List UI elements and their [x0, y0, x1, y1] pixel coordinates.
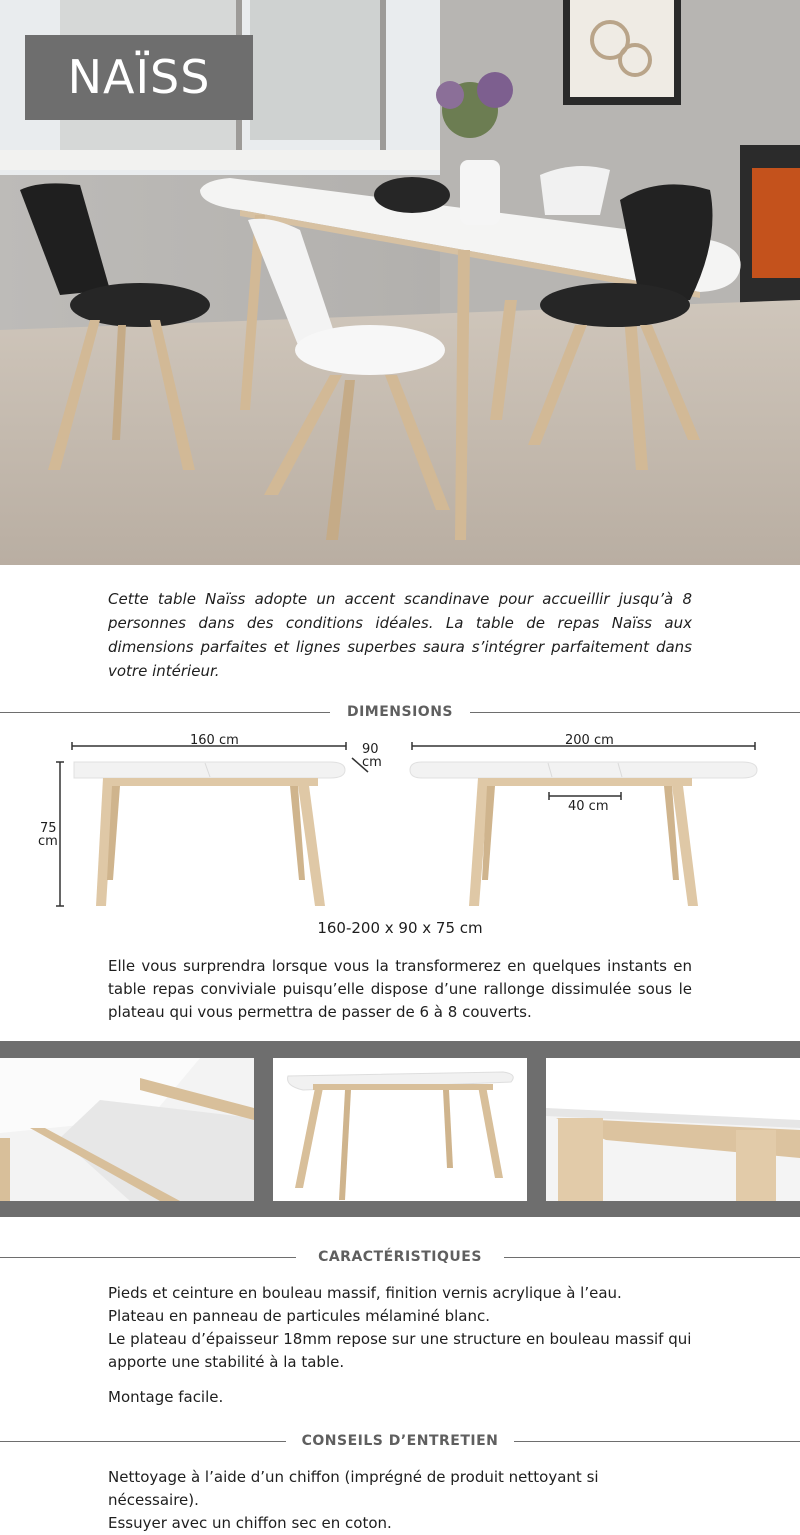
characteristic-line: Pieds et ceinture en bouleau massif, finition vernis acrylique à l’eau. [108, 1284, 622, 1302]
photo-gallery [0, 1041, 800, 1217]
transform-paragraph: Elle vous surprendra lorsque vous la transformerez en quelques instants en table repas conviviale puisqu’elle dispose d’une rallonge dissimulée sous le plateau qui vous permettra de passer de 6 à 8 couverts. [108, 957, 692, 1021]
dimensions-diagram [0, 730, 800, 915]
section-characteristics [0, 1245, 800, 1269]
dim-length-closed: 160 cm [190, 733, 239, 748]
dim-depth-unit: cm [362, 755, 382, 770]
characteristic-line: Le plateau d’épaisseur 18mm repose sur une structure en bouleau massif qui apporte une stabilité à la table. [108, 1330, 692, 1371]
hero-photo [0, 0, 800, 565]
dim-height-unit: cm [38, 834, 58, 849]
care-line: Essuyer avec un chiffon sec en coton. [108, 1514, 392, 1532]
section-title: CARACTÉRISTIQUES [0, 1245, 800, 1269]
gallery-photo-detail [546, 1058, 800, 1201]
section-dimensions [0, 700, 800, 724]
section-care [0, 1429, 800, 1453]
section-title: CONSEILS D’ENTRETIEN [0, 1429, 800, 1453]
care-line: Nettoyage à l’aide d’un chiffon (imprégné de produit nettoyant si nécessaire). [108, 1468, 599, 1509]
dim-depth-value: 90 [362, 742, 379, 757]
dim-length-open: 200 cm [565, 733, 614, 748]
assembly-note: Montage facile. [108, 1388, 224, 1406]
dim-extension: 40 cm [568, 799, 609, 814]
section-title: DIMENSIONS [0, 700, 800, 724]
dim-height-value: 75 [40, 821, 57, 836]
care-list [108, 1466, 692, 1535]
brand-title: NAÏSS [25, 35, 253, 120]
dim-summary: 160-200 x 90 x 75 cm [317, 919, 483, 937]
gallery-photo-table [273, 1058, 527, 1201]
characteristics-list [108, 1282, 692, 1409]
intro-paragraph: Cette table Naïss adopte un accent scandinave pour accueillir jusqu’à 8 personnes dans des conditions idéales. La table de repas Naïss aux dimensions parfaites et lignes superbes saura s’intégrer parfaitement dans votre intérieur. [108, 590, 692, 680]
characteristic-line: Plateau en panneau de particules mélaminé blanc. [108, 1307, 490, 1325]
gallery-photo-extension [0, 1058, 254, 1201]
